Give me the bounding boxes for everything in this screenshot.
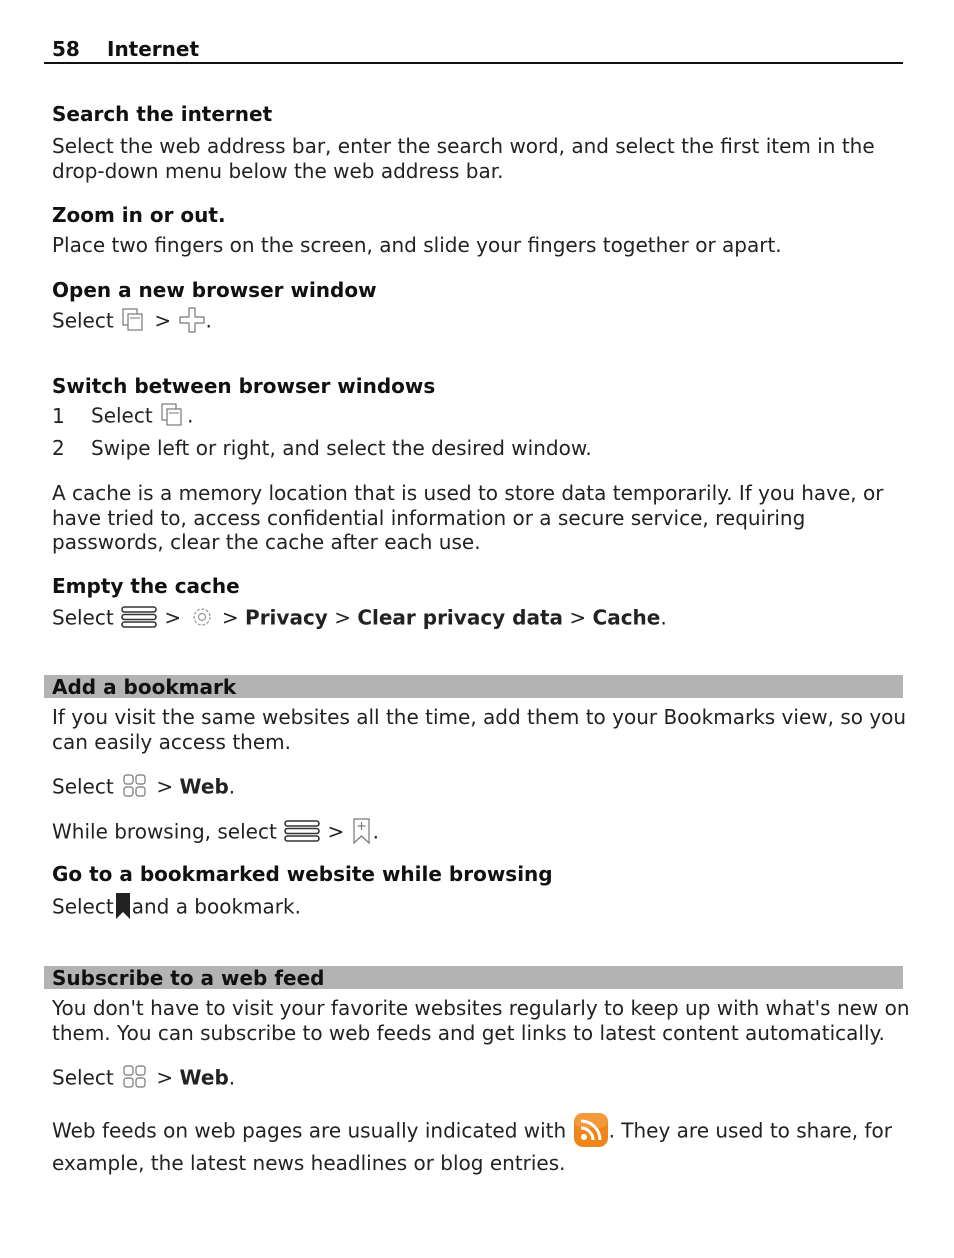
windows-icon — [120, 306, 148, 334]
goto-bookmark-heading: Go to a bookmarked website while browsing — [52, 862, 553, 886]
new-window-plus-icon — [178, 306, 206, 334]
page-number: 58 — [52, 37, 80, 61]
search-text: Select the web address bar, enter the search word, and select the first item in the drop-down menu below the web address bar. — [52, 134, 875, 183]
feed-section-bar: Subscribe to a web feed — [44, 966, 903, 989]
switch-step-2: 2 Swipe left or right, and select the desired window. — [52, 436, 592, 460]
menu-icon — [120, 604, 158, 630]
goto-bookmark-text: Select and a bookmark. — [52, 894, 301, 922]
switch-heading: Switch between browser windows — [52, 374, 436, 398]
zoom-heading: Zoom in or out. — [52, 203, 226, 227]
empty-cache-heading: Empty the cache — [52, 574, 240, 598]
bookmark-icon — [114, 892, 132, 920]
feed-select-web: Select > Web. — [52, 1065, 235, 1093]
zoom-text: Place two fingers on the screen, and slide your fingers together or apart. — [52, 233, 782, 257]
page-header — [44, 36, 903, 64]
feed-indicator-text: Web feeds on web pages are usually indicated with . They are used to share, for example, the latest news headlines or blog entries. — [52, 1114, 892, 1177]
switch-step-1: 1 Select . — [52, 403, 193, 431]
bookmark-while-browsing: While browsing, select > . — [52, 818, 379, 848]
feed-intro-text: You don't have to visit your favorite websites regularly to keep up with what's new on them. You can subscribe to web feeds and get links to latest content automatically. — [52, 996, 910, 1045]
settings-gear-icon — [188, 603, 216, 631]
bookmark-intro-text: If you visit the same websites all the time, add them to your Bookmarks view, so you can easily access them. — [52, 705, 907, 754]
empty-cache-text: Select > > Privacy > Clear privacy data > Cache. — [52, 605, 667, 633]
app-grid-icon — [120, 772, 150, 800]
add-bookmark-icon — [351, 816, 373, 846]
new-window-text: Select > . — [52, 308, 212, 336]
rss-feed-icon — [573, 1112, 609, 1148]
chapter-title: Internet — [107, 37, 200, 61]
bookmark-select-web: Select > Web. — [52, 774, 235, 802]
new-window-heading: Open a new browser window — [52, 278, 377, 302]
bookmark-section-bar: Add a bookmark — [44, 675, 903, 698]
windows-icon — [159, 401, 187, 429]
search-heading: Search the internet — [52, 102, 273, 126]
cache-info-text: A cache is a memory location that is used to store data temporarily. If you have, or have tried to, access confidential information or a secure service, requiring passwords, clear the cache after each use. — [52, 481, 884, 554]
app-grid-icon — [120, 1063, 150, 1091]
menu-icon — [283, 818, 321, 844]
